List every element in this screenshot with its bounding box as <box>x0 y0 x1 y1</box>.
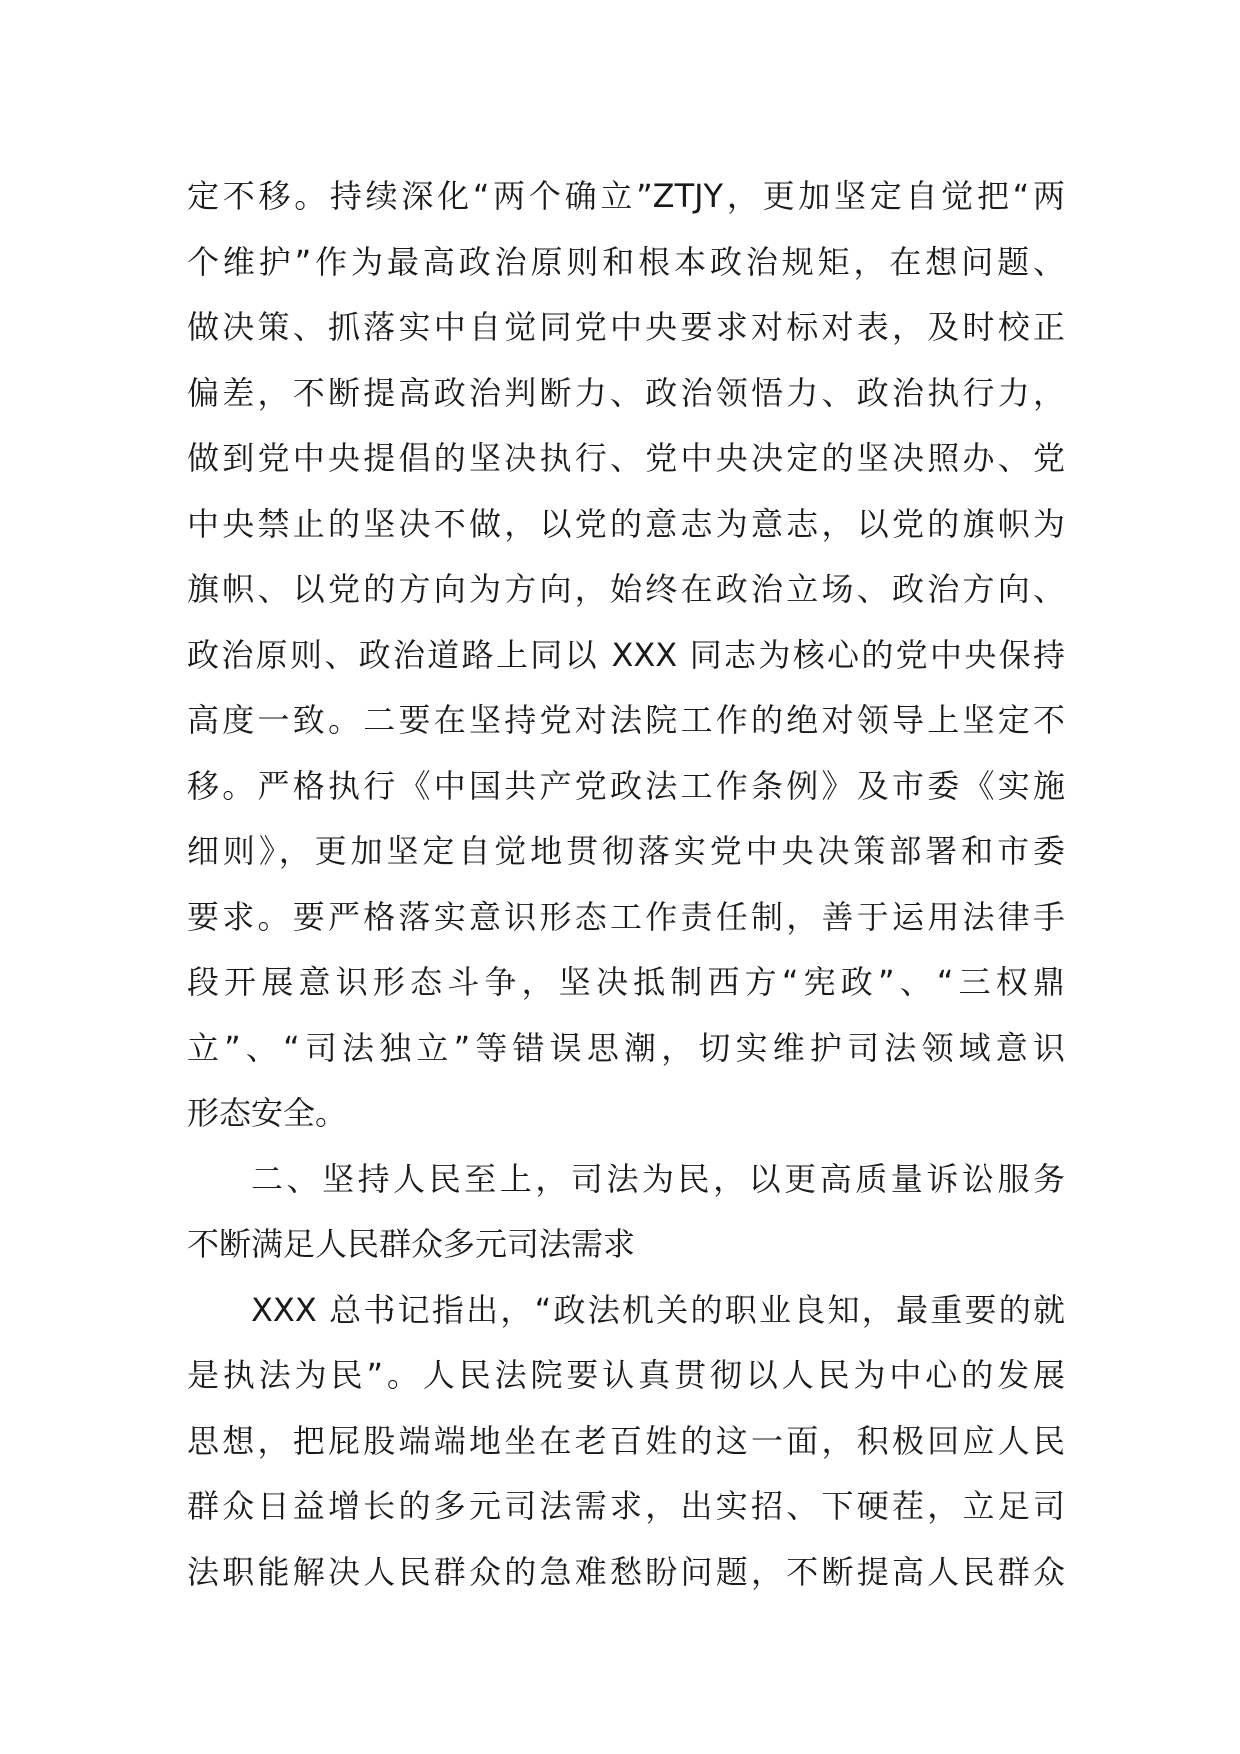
text-line: 细则》，更加坚定自觉地贯彻落实党中央决策部署和市委 <box>187 832 1065 870</box>
text-line: 个维护”作为最高政治原则和根本政治规矩，在想问题、 <box>187 242 1065 281</box>
text-line: 群众日益增长的多元司法需求，出实招、下硬茬，立足司 <box>187 1487 1065 1525</box>
text-line: 段开展意识形态斗争，坚决抵制西方“宪政”、“三权鼎 <box>187 963 1065 1001</box>
text-line: XXX 总书记指出，“政法机关的职业良知，最重要的就 <box>251 1290 1065 1329</box>
text-line: 二、坚持人民至上，司法为民，以更高质量诉讼服务 <box>251 1159 1065 1198</box>
text-line: 做到党中央提倡的坚决执行、党中央决定的坚决照办、党 <box>187 439 1065 477</box>
text-line: 是执法为民”。人民法院要认真贯彻以人民为中心的发展 <box>187 1356 1065 1394</box>
text-line: 法职能解决人民群众的急难愁盼问题，不断提高人民群众 <box>187 1552 1065 1591</box>
text-line: 高度一致。二要在坚持党对法院工作的绝对领导上坚定不 <box>187 701 1065 739</box>
text-line: 偏差，不断提高政治判断力、政治领悟力、政治执行力， <box>187 373 1065 412</box>
text-line: 形态安全。 <box>187 1094 348 1132</box>
text-line: 中央禁止的坚决不做，以党的意志为意志，以党的旗帜为 <box>187 504 1065 543</box>
text-line: 定不移。持续深化“两个确立”ZTJY，更加坚定自觉把“两 <box>187 177 1065 215</box>
text-line: 旗帜、以党的方向为方向，始终在政治立场、政治方向、 <box>187 570 1065 608</box>
document-body <box>187 164 1065 1605</box>
text-line: 不断满足人民群众多元司法需求 <box>187 1225 636 1263</box>
text-line: 要求。要严格落实意识形态工作责任制，善于运用法律手 <box>187 897 1065 936</box>
text-line: 做决策、抓落实中自觉同党中央要求对标对表，及时校正 <box>187 308 1065 346</box>
text-line: 立”、“司法独立”等错误思潮，切实维护司法领域意识 <box>187 1028 1065 1067</box>
text-line: 思想，把屁股端端地坐在老百姓的这一面，积极回应人民 <box>187 1421 1065 1460</box>
text-line: 政治原则、政治道路上同以 XXX 同志为核心的党中央保持 <box>187 635 1065 674</box>
text-line: 移。严格执行《中国共产党政法工作条例》及市委《实施 <box>187 766 1065 805</box>
